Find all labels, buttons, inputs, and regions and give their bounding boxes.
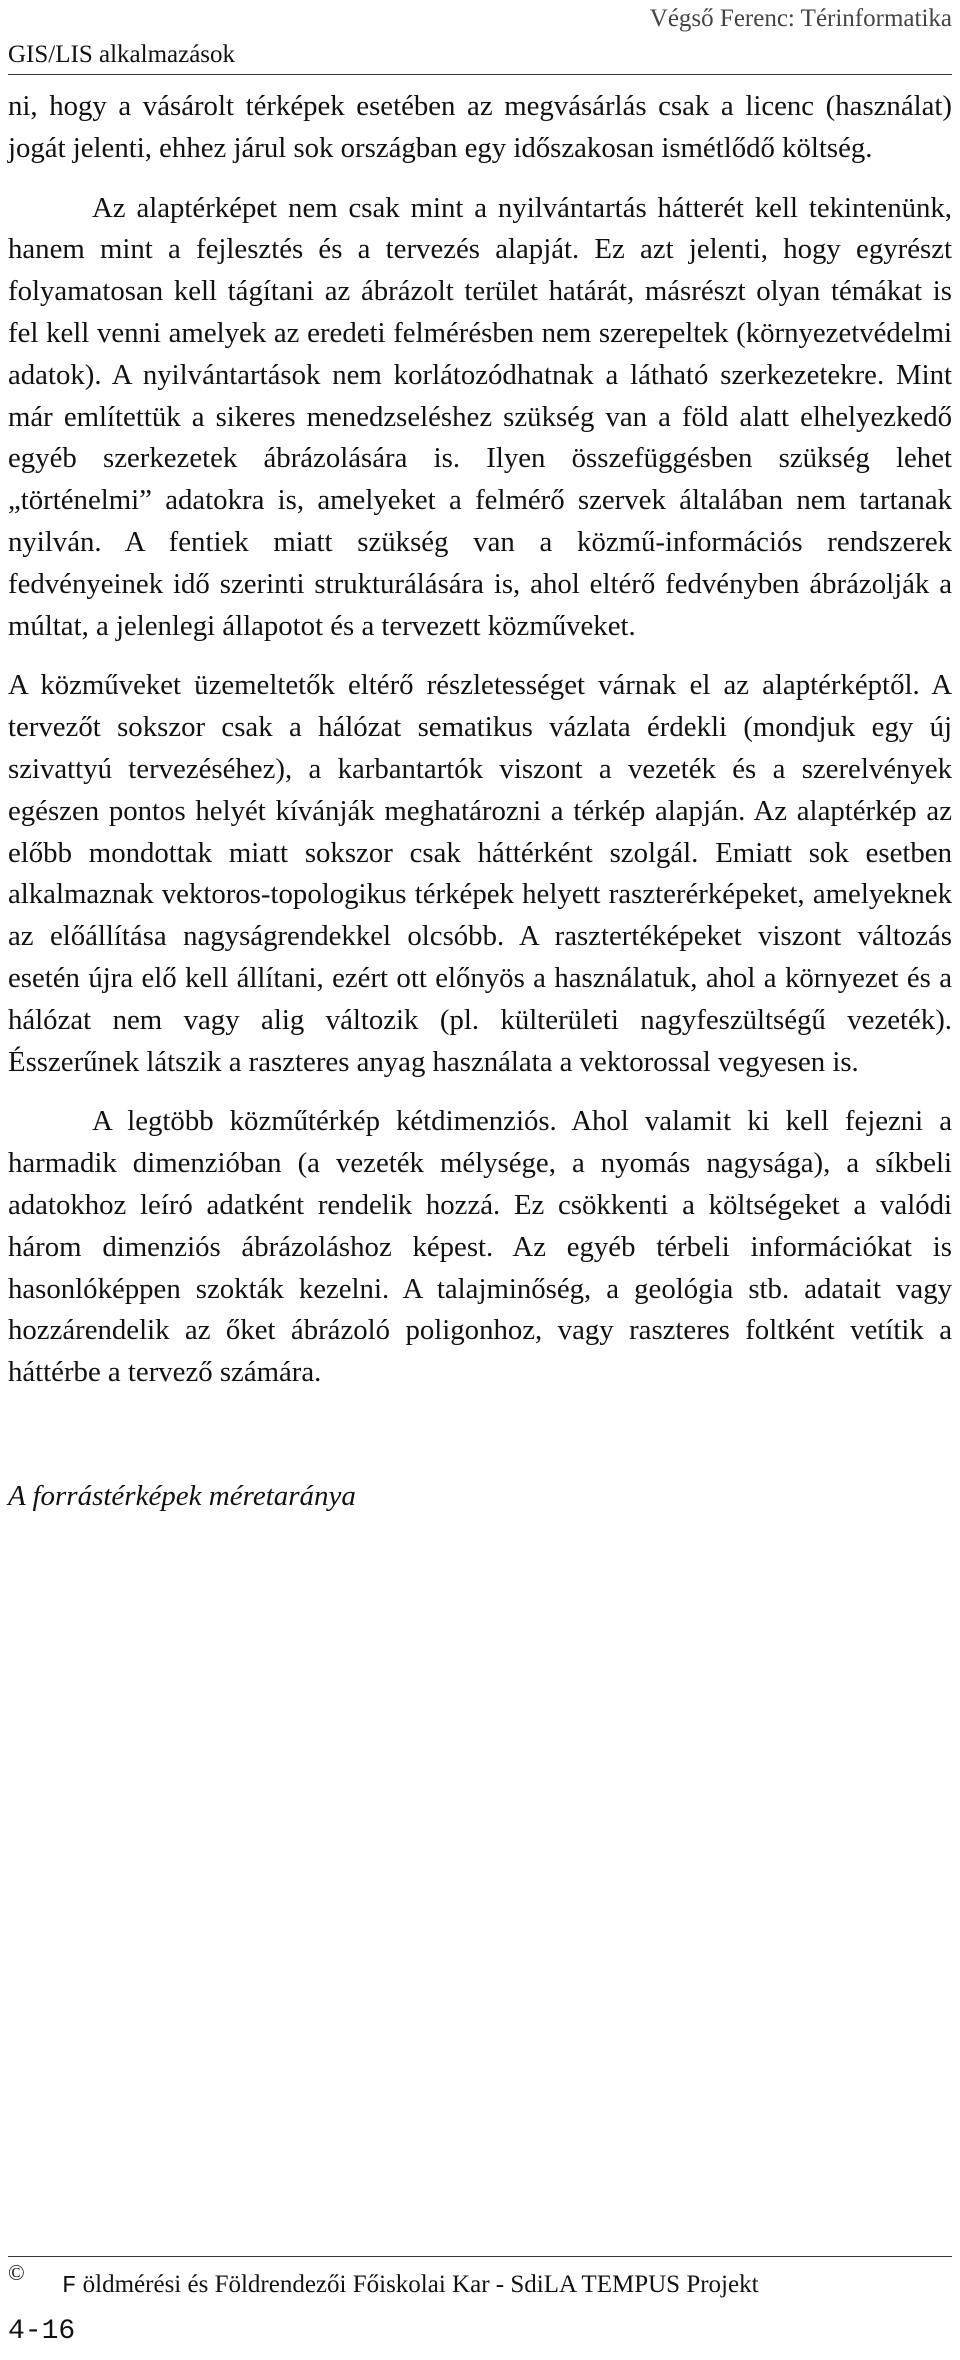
page-footer	[8, 2260, 952, 2308]
paragraph-4: A legtöbb közműtérkép kétdimenziós. Ahol valamit ki kell fejezni a harmadik dimenzióban (a vezeték mélysége, a nyomás nagysága), a síkbeli adatokhoz leíró adatként rendelik hozzá. Ez csökkenti a költségeket a valódi három dimenziós ábrázoláshoz képest. Az egyéb térbeli információkat is hasonlóképpen szokták kezelni. A talajminőség, a geológia stb. adatait vagy hozzárendelik az őket ábrázoló poligonhoz, vagy raszteres foltként vetítik a háttérbe a tervező számára.	[8, 1105, 952, 1389]
header-right-title: Végső Ferenc: Térinformatika	[649, 5, 952, 32]
document-body	[8, 86, 952, 1394]
header-left-title: GIS/LIS alkalmazások	[8, 41, 236, 68]
page-header	[8, 0, 952, 70]
section-title: A forrástérképek méretaránya	[8, 1480, 356, 1512]
paragraph-1: ni, hogy a vásárolt térképek esetében az megvásárlás csak a licenc (használat) jogát jelenti, ehhez járul sok országban egy időszakosan ismétlődő költség.	[8, 90, 952, 164]
copyright-symbol: ©	[8, 2260, 25, 2285]
paragraph-3: A közműveket üzemeltetők eltérő részletességet várnak el az alaptérképtől. A tervezőt sokszor csak a hálózat sematikus vázlata érdekli (mondjuk egy új szivattyú tervezéséhez), a karbantartók viszont a vezeték és a szerelvények egészen pontos helyét kívánják meghatározni a térkép alapján. Az alaptérkép az előbb mondottak miatt sokszor csak háttérként szolgál. Emiatt sok esetben alkalmaznak vektoros-topologikus térképek helyett raszterérképeket, amelyeknek az előállítása nagyságrendekkel olcsóbb. A rasztertéképeket viszont változás esetén újra elő kell állítani, ezért ott előnyös a használatuk, ahol a környezet és a hálózat nem vagy alig változik (pl. külterületi nagyfeszültségű vezeték). Ésszerűnek látszik a raszteres anyag használata a vektorossal vegyesen is.	[8, 669, 952, 1078]
footer-divider	[8, 2256, 952, 2257]
footer-project-text	[62, 2272, 759, 2299]
footer-text-rest: öldmérési és Földrendezői Főiskolai Kar - SdiLA TEMPUS Projekt	[76, 2271, 759, 2298]
footer-initial-letter: F	[62, 2273, 77, 2300]
paragraph-2: Az alaptérképet nem csak mint a nyilvántartás hátterét kell tekintenünk, hanem mint a fejlesztés és a tervezés alapját. Ez azt jelenti, hogy egyrészt folyamatosan kell tágítani az ábrázolt terület határát, másrészt olyan témákat is fel kell venni amelyek az eredeti felmérésben nem szerepeltek (környezetvédelmi adatok). A nyilvántartások nem korlátozódhatnak a látható szerkezetekre. Mint már említettük a sikeres menedzseléshez szükség van a föld alatt elhelyezkedő egyéb szerkezetek ábrázolására is. Ilyen összefüggésben szükség lehet „történelmi” adatokra is, amelyeket a felmérő szervek általában nem tartanak nyilván. A fentiek miatt szükség van a közmű-információs rendszerek fedvényeinek idő szerinti strukturálására is, ahol eltérő fedvényben ábrázolják a múltat, a jelenlegi állapotot és a tervezett közműveket.	[8, 191, 952, 642]
header-divider	[8, 74, 952, 75]
page-number: 4-16	[8, 2316, 76, 2347]
